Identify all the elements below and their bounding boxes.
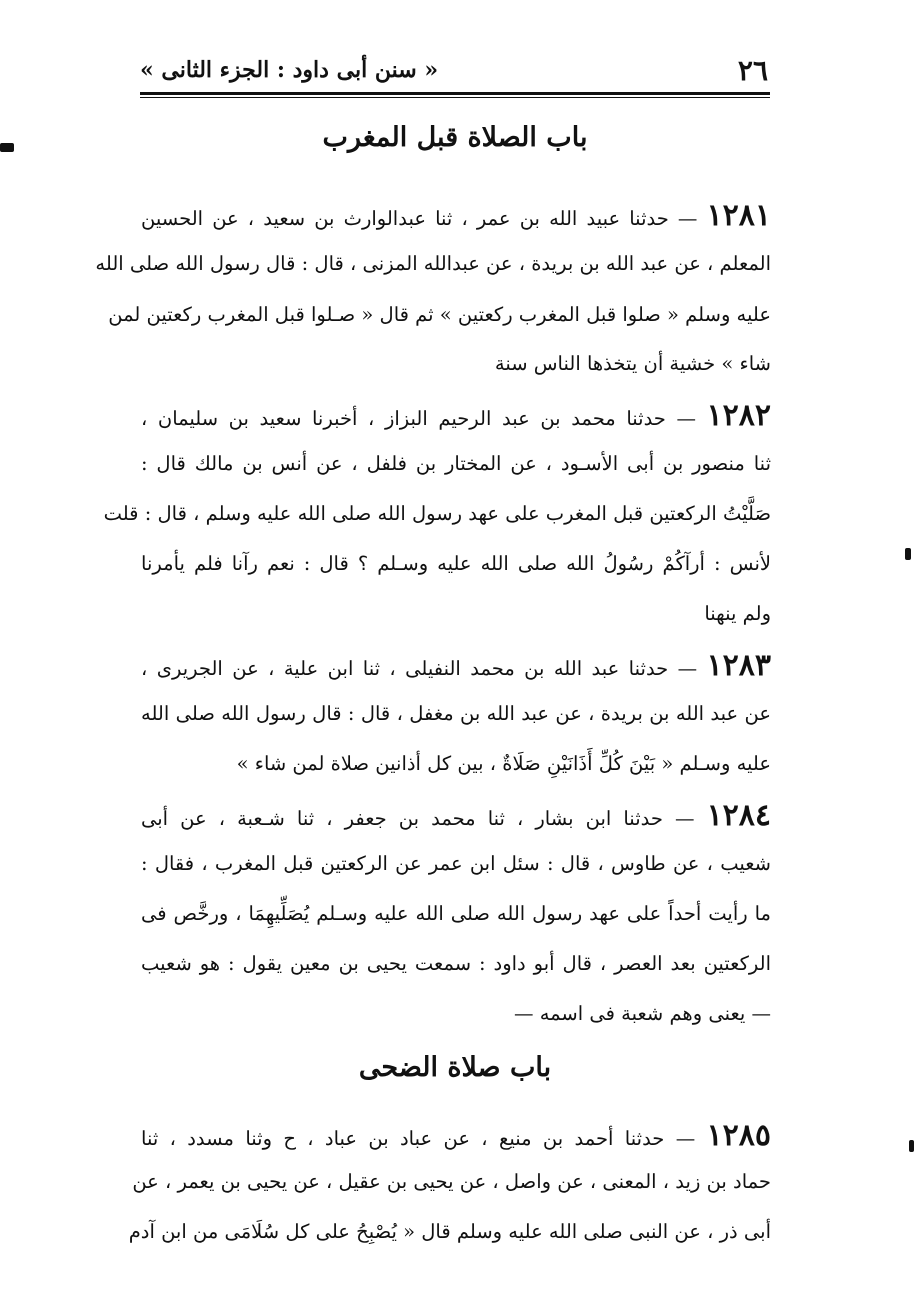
hadith-text: — حدثنا محمد بن عبد الرحيم البزاز ، أخبرنا سعيد بن سليمان ،	[141, 407, 696, 430]
hadith-line: ولم ينهنا	[704, 602, 771, 625]
hadith-number: ١٢٨٤	[706, 798, 772, 833]
hadith-line: عن عبد الله بن بريدة ، عن عبد الله بن مغفل ، قال : قال رسول الله صلى الله	[141, 702, 771, 725]
hadith-line: — يعنى وهم شعبة فى اسمه —	[514, 1002, 771, 1025]
hadith-text: — حدثنا ابن بشار ، ثنا محمد بن جعفر ، ثنا شـعبة ، عن أبى	[141, 807, 695, 830]
scan-edge-mark	[0, 143, 14, 152]
running-title: « سنن أبى داود : الجزء الثانى »	[140, 57, 439, 83]
hadith-number: ١٢٨١	[706, 198, 771, 233]
hadith-line: ثنا منصور بن أبى الأسـود ، عن المختار بن فلفل ، عن أنس بن مالك قال :	[141, 452, 771, 475]
chapter-heading: باب صلاة الضحى	[358, 1052, 552, 1083]
scan-edge-mark	[909, 1140, 914, 1152]
page-number: ٢٦	[737, 53, 768, 87]
hadith-text: — حدثنا عبيد الله بن عمر ، ثنا عبدالوارث بن سعيد ، عن الحسين	[141, 207, 698, 230]
hadith-number: ١٢٨٢	[706, 398, 771, 433]
scan-edge-mark	[905, 548, 911, 560]
hadith-line	[141, 1118, 771, 1153]
hadith-line: عليه وسـلم « بَيْنَ كُلِّ أَذَانَيْنِ صَلَاةٌ ، بين كل أذانين صلاة لمن شاء »	[236, 752, 771, 775]
hadith-text: — حدثنا عبد الله بن محمد النفيلى ، ثنا ابن علية ، عن الجريرى ،	[141, 657, 698, 680]
hadith-text: — حدثنا أحمد بن منيع ، عن عباد بن عباد ، ح وثنا مسدد ، ثنا	[141, 1127, 696, 1150]
hadith-line: ما رأيت أحداً على عهد رسول الله صلى الله عليه وسـلم يُصَلِّيهِمَا ، ورخَّص فى	[141, 902, 771, 925]
hadith-line	[141, 798, 771, 833]
hadith-number: ١٢٨٣	[706, 648, 771, 683]
hadith-line: شاء » خشية أن يتخذها الناس سنة	[494, 352, 771, 375]
hadith-line: شعيب ، عن طاوس ، قال : سئل ابن عمر عن الركعتين قبل المغرب ، فقال :	[141, 852, 771, 875]
hadith-line	[141, 198, 771, 233]
hadith-line: حماد بن زيد ، المعنى ، عن واصل ، عن يحيى بن عقيل ، عن يحيى بن يعمر ، عن	[132, 1170, 771, 1193]
hadith-number: ١٢٨٥	[706, 1118, 771, 1153]
chapter-heading: باب الصلاة قبل المغرب	[322, 122, 588, 153]
hadith-line	[141, 648, 771, 683]
hadith-line	[141, 398, 771, 433]
hadith-line: الركعتين بعد العصر ، قال أبو داود : سمعت يحيى بن معين يقول : هو شعيب	[141, 952, 771, 975]
hadith-line: لأنس : أرآكُمْ رسُولُ الله صلى الله عليه وسـلم ؟ قال : نعم رآنا فلم يأمرنا	[141, 552, 771, 575]
hadith-line: عليه وسلم « صلوا قبل المغرب ركعتين » ثم قال « صـلوا قبل المغرب ركعتين لمن	[108, 303, 771, 326]
hadith-line: أبى ذر ، عن النبى صلى الله عليه وسلم قال « يُصْبِحُ على كل سُلَامَى من ابن آدم	[128, 1220, 771, 1243]
hadith-line: صَلَّيْتُ الركعتين قبل المغرب على عهد رسول الله صلى الله عليه وسلم ، قال : قلت	[103, 502, 771, 525]
hadith-line: المعلم ، عن عبد الله بن بريدة ، عن عبدالله المزنى ، قال : قال رسول الله صلى الله	[95, 252, 771, 275]
header-rule	[140, 92, 770, 98]
running-header	[140, 50, 768, 90]
